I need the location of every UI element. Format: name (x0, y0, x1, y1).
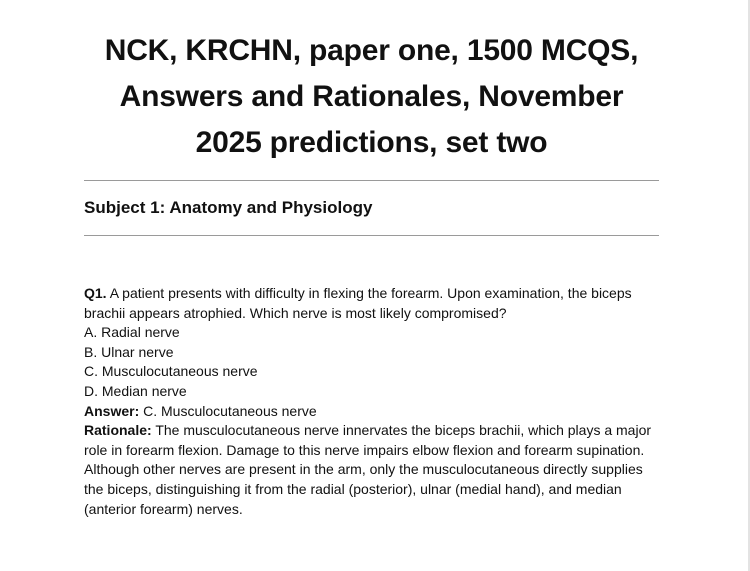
document-title: NCK, KRCHN, paper one, 1500 MCQS, Answers and Rationales, November 2025 predictions, set two (104, 34, 639, 159)
question-block (84, 284, 659, 519)
subject-heading: Subject 1: Anatomy and Physiology (84, 198, 373, 217)
answer-label: Answer: (84, 402, 140, 419)
option-c: C. Musculocutaneous nerve (84, 363, 258, 380)
question-stem (84, 284, 659, 323)
divider-top (84, 180, 659, 181)
option-a: A. Radial nerve (84, 324, 180, 341)
question-text: A patient presents with difficulty in flexing the forearm. Upon examination, the biceps brachii appears atrophied. Which nerve is most likely compromised? (84, 285, 632, 321)
question-label: Q1. (84, 285, 107, 301)
rationale-label: Rationale: (84, 422, 152, 439)
option-d: D. Median nerve (84, 382, 187, 399)
option-b: B. Ulnar nerve (84, 343, 174, 360)
divider-bottom (84, 235, 659, 236)
answer-text: C. Musculocutaneous nerve (143, 402, 317, 419)
rationale-text: The musculocutaneous nerve innervates the biceps brachii, which plays a major role in forearm flexion. Damage to this nerve impairs elbow flexion and forearm supination. Although other nerves are present in the arm, only the musculocutaneous directly supplies the biceps, distinguishing it from the radial (posterior), ulnar (medial hand), and median (anterior forearm) nerves. (84, 422, 652, 517)
answer-line (84, 402, 659, 422)
rationale-paragraph (84, 421, 659, 519)
